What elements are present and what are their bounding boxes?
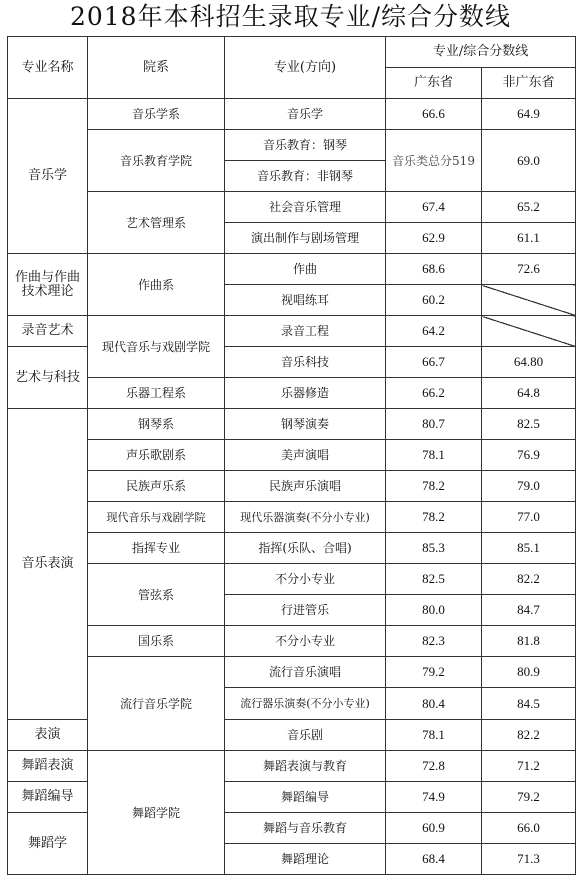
empty-slashed-cell: [482, 316, 576, 347]
direction-cell: 舞蹈表演与教育: [225, 751, 386, 782]
direction-cell: 钢琴演奏: [225, 409, 386, 440]
non-guangdong-score: 79.0: [482, 471, 576, 502]
major-cell: 表演: [8, 720, 88, 751]
direction-cell: 音乐剧: [225, 720, 386, 751]
guangdong-score: 85.3: [386, 533, 482, 564]
direction-cell: 录音工程: [225, 316, 386, 347]
guangdong-score: 78.2: [386, 502, 482, 533]
guangdong-score: 82.3: [386, 626, 482, 657]
non-guangdong-score: 84.5: [482, 688, 576, 720]
dept-cell: 现代音乐与戏剧学院: [88, 316, 225, 378]
non-guangdong-score: 69.0: [482, 130, 576, 192]
direction-cell: 行进管乐: [225, 595, 386, 626]
page-title: 2018年本科招生录取专业/综合分数线: [69, 2, 512, 31]
non-guangdong-score: 65.2: [482, 192, 576, 223]
major-cell: 录音艺术: [8, 316, 88, 347]
guangdong-score: 62.9: [386, 223, 482, 254]
direction-cell: 音乐教育：非钢琴: [225, 161, 386, 192]
dept-cell: 流行音乐学院: [88, 657, 225, 751]
non-guangdong-score: 80.9: [482, 657, 576, 688]
guangdong-score: 74.9: [386, 782, 482, 813]
major-cell: 舞蹈编导: [8, 782, 88, 813]
guangdong-score: 80.0: [386, 595, 482, 626]
non-guangdong-score: 85.1: [482, 533, 576, 564]
guangdong-score: 78.1: [386, 720, 482, 751]
direction-cell: 视唱练耳: [225, 285, 386, 316]
guangdong-score: 64.2: [386, 316, 482, 347]
dept-cell: 音乐教育学院: [88, 130, 225, 192]
major-cell: 作曲与作曲技术理论: [8, 254, 88, 316]
direction-cell: 现代乐器演奏(不分小专业): [225, 502, 386, 533]
non-guangdong-score: 79.2: [482, 782, 576, 813]
direction-cell: 乐器修造: [225, 378, 386, 409]
direction-cell: 演出制作与剧场管理: [225, 223, 386, 254]
dept-cell: 管弦系: [88, 564, 225, 626]
header-non-guangdong: 非广东省: [482, 68, 576, 99]
guangdong-score: 66.6: [386, 99, 482, 130]
guangdong-score: 60.2: [386, 285, 482, 316]
admission-score-table: [7, 36, 576, 875]
major-cell: 音乐表演: [8, 409, 88, 720]
guangdong-score: 67.4: [386, 192, 482, 223]
non-guangdong-score: 77.0: [482, 502, 576, 533]
dept-cell: 声乐歌剧系: [88, 440, 225, 471]
non-guangdong-score: 64.80: [482, 347, 576, 378]
dept-cell: 现代音乐与戏剧学院: [88, 502, 225, 533]
direction-cell: 社会音乐管理: [225, 192, 386, 223]
non-guangdong-score: 64.9: [482, 99, 576, 130]
direction-cell: 不分小专业: [225, 626, 386, 657]
guangdong-score: 66.7: [386, 347, 482, 378]
dept-cell: 艺术管理系: [88, 192, 225, 254]
major-cell: 舞蹈表演: [8, 751, 88, 782]
header-guangdong: 广东省: [386, 68, 482, 99]
dept-cell: 民族声乐系: [88, 471, 225, 502]
major-cell: 音乐学: [8, 99, 88, 254]
guangdong-score: 66.2: [386, 378, 482, 409]
direction-cell: 流行器乐演奏(不分小专业): [225, 688, 386, 720]
direction-cell: 舞蹈与音乐教育: [225, 813, 386, 844]
non-guangdong-score: 82.2: [482, 720, 576, 751]
header-direction: 专业(方向): [225, 37, 386, 99]
direction-cell: 舞蹈理论: [225, 844, 386, 875]
dept-cell: 音乐学系: [88, 99, 225, 130]
guangdong-score: 78.1: [386, 440, 482, 471]
non-guangdong-score: 66.0: [482, 813, 576, 844]
guangdong-score: 音乐类总分519: [386, 130, 482, 192]
major-cell: 舞蹈学: [8, 813, 88, 875]
direction-cell: 美声演唱: [225, 440, 386, 471]
guangdong-score: 72.8: [386, 751, 482, 782]
dept-cell: 舞蹈学院: [88, 751, 225, 875]
non-guangdong-score: 71.3: [482, 844, 576, 875]
guangdong-score: 68.4: [386, 844, 482, 875]
direction-cell: 不分小专业: [225, 564, 386, 595]
header-score-lines: 专业/综合分数线: [386, 37, 576, 68]
direction-cell: 民族声乐演唱: [225, 471, 386, 502]
dept-cell: 国乐系: [88, 626, 225, 657]
dept-cell: 钢琴系: [88, 409, 225, 440]
direction-cell: 流行音乐演唱: [225, 657, 386, 688]
dept-cell: 指挥专业: [88, 533, 225, 564]
non-guangdong-score: 81.8: [482, 626, 576, 657]
direction-cell: 作曲: [225, 254, 386, 285]
non-guangdong-score: 76.9: [482, 440, 576, 471]
guangdong-score: 79.2: [386, 657, 482, 688]
non-guangdong-score: 61.1: [482, 223, 576, 254]
non-guangdong-score: 82.2: [482, 564, 576, 595]
non-guangdong-score: 82.5: [482, 409, 576, 440]
direction-cell: 舞蹈编导: [225, 782, 386, 813]
non-guangdong-score: 72.6: [482, 254, 576, 285]
direction-cell: 音乐学: [225, 99, 386, 130]
dept-cell: 乐器工程系: [88, 378, 225, 409]
guangdong-score: 60.9: [386, 813, 482, 844]
direction-cell: 音乐科技: [225, 347, 386, 378]
guangdong-score: 80.4: [386, 688, 482, 720]
guangdong-score: 78.2: [386, 471, 482, 502]
non-guangdong-score: 64.8: [482, 378, 576, 409]
direction-cell: 音乐教育：钢琴: [225, 130, 386, 161]
non-guangdong-score: 84.7: [482, 595, 576, 626]
non-guangdong-score: 71.2: [482, 751, 576, 782]
direction-cell: 指挥(乐队、合唱): [225, 533, 386, 564]
header-department: 院系: [88, 37, 225, 99]
major-cell: 艺术与科技: [8, 347, 88, 409]
guangdong-score: 80.7: [386, 409, 482, 440]
header-major-name: 专业名称: [8, 37, 88, 99]
guangdong-score: 68.6: [386, 254, 482, 285]
empty-slashed-cell: [482, 285, 576, 316]
dept-cell: 作曲系: [88, 254, 225, 316]
guangdong-score: 82.5: [386, 564, 482, 595]
